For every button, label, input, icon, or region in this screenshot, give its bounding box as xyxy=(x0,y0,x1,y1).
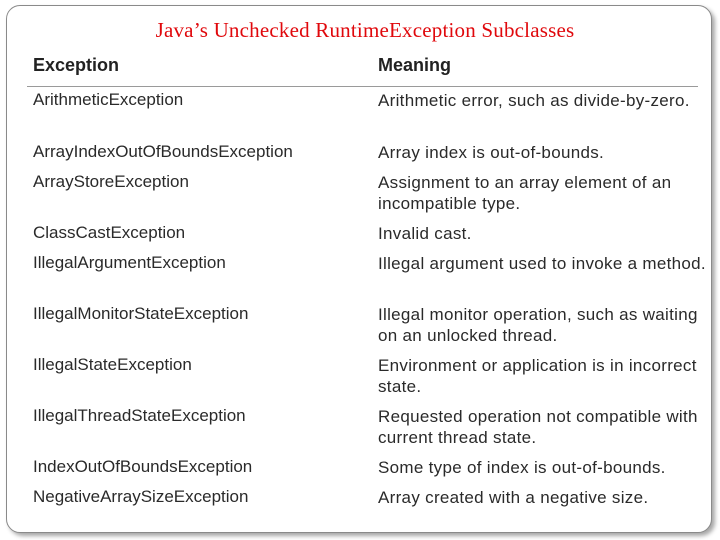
header-meaning: Meaning xyxy=(378,55,452,75)
row-exception: ArrayStoreException xyxy=(33,172,189,191)
row-exception: IllegalMonitorStateException xyxy=(33,304,249,323)
row-meaning: Arithmetic error, such as divide-by-zero. xyxy=(378,91,690,110)
row-exception: IllegalThreadStateException xyxy=(33,406,246,425)
slide-title: Java’s Unchecked RuntimeException Subclasses xyxy=(155,18,575,42)
header-exception: Exception xyxy=(33,55,120,75)
row-exception: ClassCastException xyxy=(33,223,186,242)
row-meaning: Some type of index is out-of-bounds. xyxy=(378,458,666,477)
row-meaning: Environment or application is in incorrect state. xyxy=(378,356,697,396)
row-exception: NegativeArraySizeException xyxy=(33,487,249,506)
row-exception: ArithmeticException xyxy=(33,90,184,109)
row-exception: IllegalStateException xyxy=(33,355,192,374)
row-meaning: Invalid cast. xyxy=(378,224,472,243)
row-meaning: Array index is out-of-bounds. xyxy=(378,143,605,162)
row-meaning: Illegal argument used to invoke a method. xyxy=(378,254,706,273)
row-exception: ArrayIndexOutOfBoundsException xyxy=(33,142,293,161)
exception-table xyxy=(27,48,706,518)
row-meaning: Assignment to an array element of an incompatible type. xyxy=(378,173,672,213)
row-meaning: Requested operation not compatible with current thread state. xyxy=(378,407,698,447)
row-meaning: Array created with a negative size. xyxy=(378,488,649,507)
row-exception: IndexOutOfBoundsException xyxy=(33,457,253,476)
row-meaning: Illegal monitor operation, such as waiting on an unlocked thread. xyxy=(378,305,698,345)
row-exception: IllegalArgumentException xyxy=(33,253,226,272)
header-rule xyxy=(27,86,698,87)
